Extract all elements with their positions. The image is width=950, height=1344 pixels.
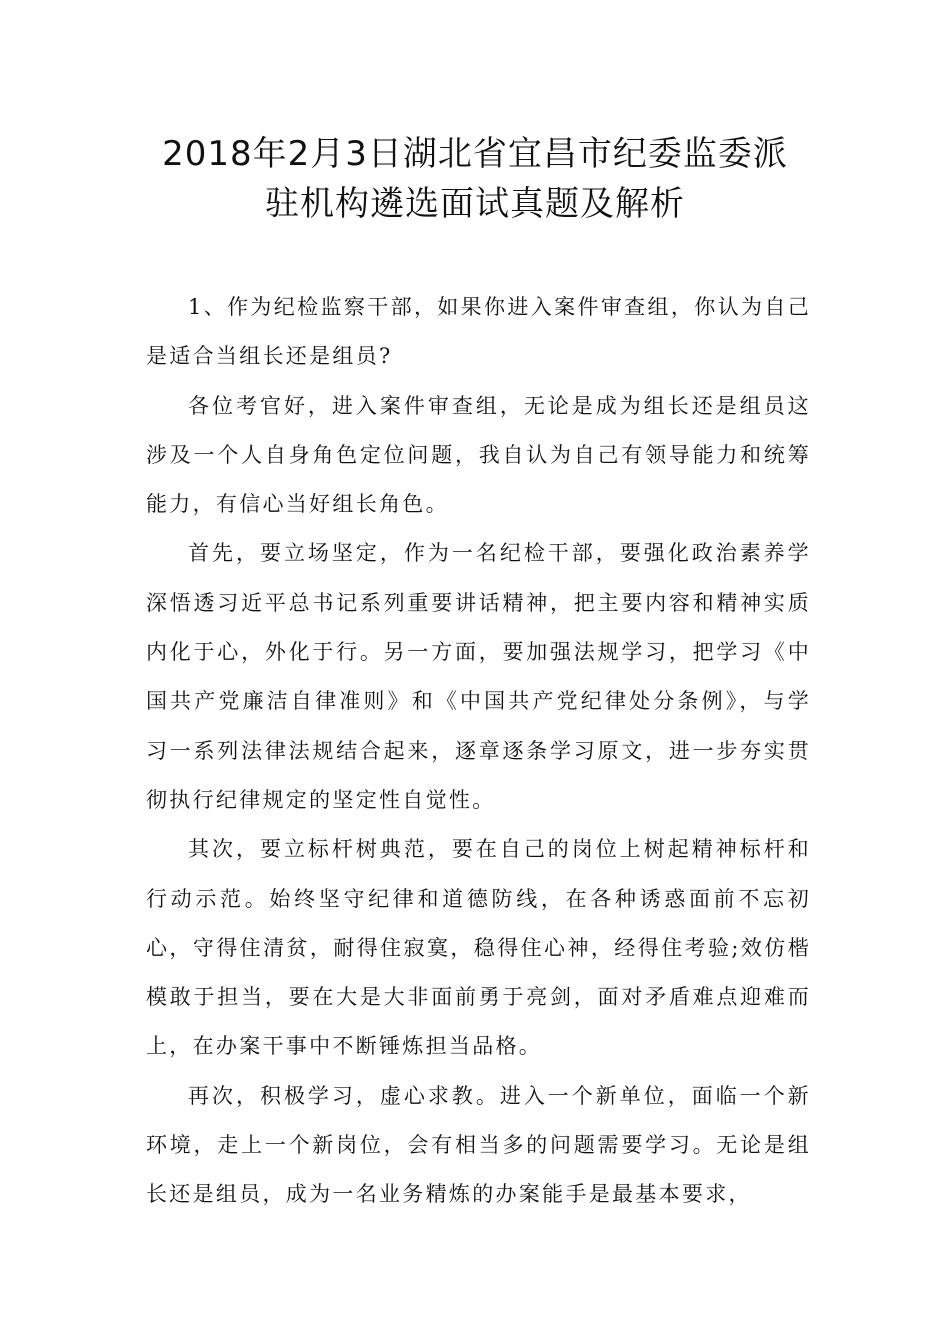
document-title-line-1: 2018年2月3日湖北省宜昌市纪委监委派 xyxy=(162,134,788,174)
document-title-line-2: 驻机构遴选面试真题及解析 xyxy=(265,184,685,224)
answer-third-point-paragraph: 再次，积极学习，虚心求教。进入一个新单位，面临一个新环境，走上一个新岗位，会有相当多的问题需要学习。无论是组长还是组员，成为一名业务精炼的办案能手是最基本要求， xyxy=(146,1083,811,1207)
answer-intro-paragraph: 各位考官好，进入案件审查组，无论是成为组长还是组员这涉及一个人自身角色定位问题，我自认为自己有领导能力和统筹能力，有信心当好组长角色。 xyxy=(146,393,811,517)
answer-second-point-paragraph: 其次，要立标杆树典范，要在自己的岗位上树起精神标杆和行动示范。始终坚守纪律和道德防线，在各种诱惑面前不忘初心，守得住清贫，耐得住寂寞，稳得住心神，经得住考验;效仿楷模敢于担当，要在大是大非面前勇于亮剑，面对矛盾难点迎难而上，在办案干事中不断锤炼担当品格。 xyxy=(146,837,811,1059)
question-paragraph: 1、作为纪检监察干部，如果你进入案件审查组，你认为自己是适合当组长还是组员? xyxy=(146,295,811,369)
document-body xyxy=(146,283,811,1220)
answer-first-point-paragraph: 首先，要立场坚定，作为一名纪检干部，要强化政治素养学深悟透习近平总书记系列重要讲话精神，把主要内容和精神实质内化于心，外化于行。另一方面，要加强法规学习，把学习《中国共产党廉洁自律准则》和《中国共产党纪律处分条例》，与学习一系列法律法规结合起来，逐章逐条学习原文，进一步夯实贯彻执行纪律规定的坚定性自觉性。 xyxy=(146,541,811,812)
